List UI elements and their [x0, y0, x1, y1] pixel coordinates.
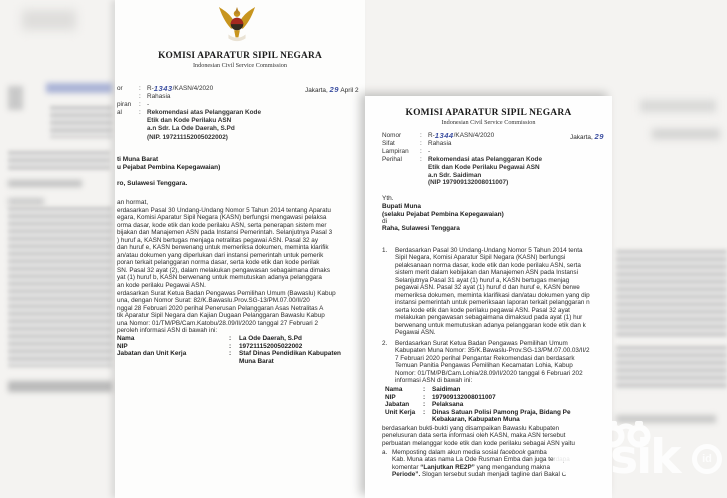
letter-meta-left — [117, 85, 261, 142]
detail-value: 197211152005022002 — [239, 342, 303, 350]
colon: : — [423, 386, 426, 393]
dateline — [305, 85, 359, 94]
meta-lampiran — [117, 101, 261, 109]
perihal-line: (NIP 197909132008011007) — [428, 179, 509, 187]
detail-label: Nama — [117, 335, 135, 342]
meta-perihal — [117, 109, 261, 117]
asn-detail-block — [385, 386, 571, 424]
addressee-line: Bupati Muna — [382, 203, 421, 210]
body-line: ) huruf a, KASN bertugas menjaga netralitas pegawai ASN. Pasal 32 ay — [117, 236, 318, 244]
lampiran-value: - — [147, 101, 150, 109]
addressee-city: Raha, Sulawesi Tenggara — [382, 225, 460, 232]
addressee-line: u Pejabat Pembina Kepegawaian) — [117, 164, 221, 171]
text: komentar — [392, 463, 421, 471]
blur-artifact — [8, 381, 112, 392]
blur-artifact — [8, 198, 44, 205]
slogan-bold: Periode”. — [392, 471, 421, 479]
detail-row-jabatan — [385, 401, 571, 409]
detail-value: Saidiman — [432, 386, 461, 393]
meta-label: Perihal — [382, 155, 402, 163]
body-line: erdasarkan Pasal 30 Undang-Undang Nomor 5 Tahun 2014 tentang Aparatu — [117, 207, 331, 214]
body-line — [392, 464, 570, 471]
colon: : — [420, 139, 422, 147]
telisik-id-watermark — [552, 420, 727, 498]
perihal-line: Etik dan Kode Perilaku Pegawai ASN — [428, 163, 540, 171]
body-line: an kode perilaku Pegawai ASN. — [117, 281, 206, 289]
body-line: informasi ASN di bawah ini: — [395, 377, 473, 385]
body-line: orma dasar, kode etik dan kode perilaku ASN, serta penerapan sistem mer — [117, 221, 327, 229]
colon: : — [423, 393, 426, 401]
meta-lampiran — [382, 148, 542, 156]
colon: : — [420, 147, 422, 155]
numbered-item-2 — [382, 340, 590, 385]
colon: : — [139, 93, 141, 101]
watermark-id-badge: id — [692, 444, 722, 474]
after-detail-paragraph — [382, 425, 575, 447]
body-paragraph-1 — [117, 207, 332, 289]
body-line: berdasarkan bukti-bukti yang disampaikan Bawaslu Kabupaten — [382, 425, 560, 432]
item-number: 2. — [382, 340, 388, 347]
blur-artifact — [22, 10, 76, 30]
meta-label — [117, 93, 139, 101]
perihal-line: Rekomendasi atas Pelanggaran Kode — [428, 155, 543, 163]
text: Memposting dalam akun media sosial — [392, 449, 500, 456]
body-line: melakukan pengawasan sebagaimana dimaksud pada ayat (1) hur — [395, 314, 583, 322]
watermark-text: elisik — [552, 430, 680, 485]
salutation: an hormat, — [117, 199, 149, 206]
body-line — [392, 471, 570, 478]
item-2-lines — [395, 340, 590, 385]
city: Jakarta, — [570, 134, 593, 141]
body-line: 7 Februari 2020 perihal Pengantar Rekomendasi dan berdasark — [395, 354, 575, 362]
body-line: penelusuran data serta informasi oleh KASN, maka ASN tersebut — [382, 432, 566, 440]
handwritten-date: 29 — [329, 85, 339, 94]
di-line: di — [382, 218, 388, 225]
body-line: Berdasarkan Pasal 30 Undang-Undang Nomor 5 Tahun 2014 tenta — [395, 247, 583, 254]
body-line: pelaksanaan norma dasar, kode etik dan kode perilaku ASN, serta — [395, 261, 581, 269]
body-line: Kab. Muna atas nama La Ode Rusman Emba dan juga terdapa — [392, 456, 570, 464]
colon: : — [139, 85, 141, 92]
perihal-line: a.n Sdr. Saidiman — [428, 171, 482, 179]
body-line: nggal 28 Februari 2020 perihal Penerusan Pelanggaran Asas Netralitas A — [117, 304, 324, 312]
date-rest: April 2 — [338, 87, 359, 94]
detail-label: NIP — [117, 342, 128, 350]
org-subtitle: Indonesian Civil Service Commission — [441, 119, 536, 126]
letter-meta-right — [382, 132, 542, 187]
handwritten-number: 1343 — [153, 84, 173, 93]
text: yang mengandung makna — [474, 463, 550, 471]
addressee-city: ro, Sulawesi Tenggara. — [117, 180, 188, 187]
yth-line: Yth. — [382, 195, 394, 202]
detail-row-nip — [117, 343, 341, 351]
body-line: perbuatan melanggar kode etik dan kode perilaku sebagai ASN yaitu — [382, 439, 575, 447]
body-line: pegawai ASN. Pasal 32 ayat (1) huruf d dan huruf e, KASN berwe — [395, 284, 580, 292]
meta-label: Sifat — [382, 139, 395, 147]
sifat-value: Rahasia — [428, 139, 452, 147]
blur-artifact — [8, 151, 110, 170]
colon: : — [229, 342, 232, 350]
body-line: SN. Pasal 32 ayat (2), dalam melakukan pengawasan sebagaimana dimaks — [117, 266, 330, 274]
detail-row-unit-kerja — [385, 409, 571, 417]
body-line: serta kode etik dan kode perilaku pegawai ASN. Pasal 32 ayat — [395, 306, 570, 314]
nomor-prefix: R- — [147, 85, 154, 92]
body-line: una, dengan Nomor Surat: 82/K.Bawaslu.Prov.SG-13/PM.07.00/II/20 — [117, 297, 310, 305]
body-line: Kabupaten Muna Nomor: 35/K.Bawaslu-Prov.SG-13/PM.07.00.03/II/2 — [395, 347, 590, 355]
text: Slogan tersebut sudah menjadi tagline dari Bakal C — [420, 471, 567, 479]
blur-artifact — [616, 346, 727, 390]
body-line: peroleh informasi ASN di bawah ini: — [117, 327, 218, 335]
perihal-continuation — [428, 164, 542, 188]
meta-perihal — [382, 156, 542, 164]
perihal-line: a.n Sdr. La Ode Daerah, S.Pd — [147, 125, 235, 133]
org-subtitle: Indonesian Civil Service Commission — [192, 62, 287, 69]
detail-value: 197909132008011007 — [432, 393, 496, 401]
meta-nomor — [117, 85, 261, 93]
document-left — [115, 0, 365, 498]
item-1-lines — [395, 247, 590, 336]
addressee-line: (selaku Pejabat Pembina Kepegawaian) — [382, 210, 504, 218]
detail-value: La Ode Daerah, S.Pd — [239, 335, 302, 342]
detail-label: NIP — [385, 393, 396, 401]
garuda-pancasila-emblem-icon — [218, 5, 256, 46]
perihal-continuation — [147, 117, 261, 141]
detail-value: Staf Dinas Pendidikan Kabupaten — [239, 350, 341, 358]
sifat-value: Rahasia — [147, 93, 171, 101]
meta-sifat — [117, 93, 261, 101]
meta-label: al — [117, 109, 122, 117]
perihal-line: Etik dan Kode Perilaku ASN — [147, 117, 232, 125]
slogan-bold: “Lanjutkan RE2P” — [420, 463, 475, 471]
blur-artifact — [8, 180, 82, 187]
detail-row-nama — [117, 335, 341, 343]
body-line: una Nomor: 01/TM/PB/Cam.Katobu/28.09/II/2020 tanggal 27 Februari 2 — [117, 319, 319, 327]
colon: : — [423, 401, 426, 408]
body-line: erdasarkan Surat Ketua Badan Pengawas Pemilihan Umum (Bawaslu) Kabup — [117, 290, 336, 297]
detail-label: Nama — [385, 386, 403, 393]
body-paragraph-2 — [117, 290, 336, 335]
meta-label: Nomor — [382, 132, 402, 139]
body-line: Pegawai ASN. — [395, 328, 436, 336]
detail-value-wrap: Muna Barat — [239, 358, 274, 366]
body-line: Sipil Negara, Komisi Aparatur Sipil Negara (KASN) berfungsi — [395, 254, 566, 262]
blur-artifact — [652, 129, 720, 139]
detail-value-wrap: Kebakaran, Kabupaten Muna — [432, 416, 520, 423]
blur-artifact — [616, 250, 727, 338]
lettered-item-a — [382, 449, 570, 479]
body-line: Selanjutnya Pasal 31 ayat (1) huruf a, KASN bertugas menjag — [395, 276, 570, 284]
body-line: egara, Komisi Aparatur Sipil Negara (KASN) berfungsi mengawasi pelaksa — [117, 214, 327, 222]
meta-label: piran — [117, 101, 132, 109]
meta-label: Lampiran — [382, 147, 409, 155]
body-line: Berdasarkan Surat Ketua Badan Pengawas Pemilihan Umum — [395, 340, 568, 347]
facebook-italic: facebook — [499, 449, 526, 456]
detail-value: Dinas Satuan Polisi Pamong Praja, Bidang Pe — [432, 408, 571, 416]
body-line: yat (1) huruf b, KASN berwenang untuk memutuskan adanya pelanggara — [117, 274, 322, 282]
body-line: bijakan dan Manajemen ASN pada Instansi Pemerintah. Selanjutnya Pasal 3 — [117, 229, 333, 237]
body-line — [392, 449, 570, 456]
dateline — [570, 132, 604, 141]
body-line: tik Aparatur Sipil Negara dan Kajian Dugaan Pelanggaran Bawaslu Kabup — [117, 312, 325, 320]
asn-detail-block — [117, 335, 341, 366]
addressee-block — [382, 203, 504, 218]
item-number: 1. — [382, 247, 388, 254]
meta-label: or — [117, 85, 123, 92]
blur-artifact — [8, 86, 23, 110]
detail-label: Unit Kerja — [385, 408, 416, 416]
handwritten-date: 29 — [594, 132, 604, 141]
meta-nomor — [382, 132, 542, 140]
nomor-prefix: R- — [428, 132, 435, 139]
colon: : — [420, 132, 422, 139]
perihal-line: (NIP. 197211152005022002) — [147, 133, 228, 141]
body-line: memeriksa dokumen, meminta klarifikasi dan/atau dokumen yang dip — [395, 291, 590, 299]
body-line: berwenang untuk memutuskan adanya pelanggaran kode etik dan k — [395, 321, 586, 329]
body-line: poran terkait pelanggaran norma dasar, serta kode etik dan kode perilak — [117, 259, 320, 267]
colon: : — [229, 350, 232, 358]
detail-label: Jabatan dan Unit Kerja — [117, 350, 187, 358]
body-line: sistem merit dalam kebijakan dan Manajemen ASN pada Instansi — [395, 269, 579, 277]
body-line: dan huruf e, KASN berwenang untuk memeriksa dokumen, meminta klarifik — [117, 244, 329, 252]
colon: : — [139, 109, 141, 117]
nomor-rest: /KASN/4/2020 — [172, 85, 214, 92]
item-letter: a. — [382, 449, 388, 456]
lampiran-value: - — [428, 147, 431, 155]
body-line: Nomor: 01/TM/PB/Cam.Lohia/28.09/II/2020 tanggal 6 Februari 202 — [395, 369, 583, 377]
text: gamba — [525, 449, 547, 456]
org-name: KOMISI APARATUR SIPIL NEGARA — [158, 51, 322, 61]
addressee-block — [117, 156, 220, 172]
detail-value: Pelaksana — [432, 401, 464, 408]
detail-row-nama — [385, 386, 571, 394]
colon: : — [229, 335, 232, 342]
body-line: instansi pemerintah untuk pemeriksaan laporan terkait pelanggaran n — [395, 299, 590, 307]
detail-row-nip — [385, 394, 571, 402]
colon: : — [423, 408, 426, 416]
body-line: an/atau dokumen yang diperlukan dari instansi pemerintah untuk pemerik — [117, 251, 324, 259]
blur-artifact — [640, 100, 716, 112]
nomor-rest: /KASN/4/2020 — [453, 132, 495, 139]
colon: : — [420, 155, 422, 163]
handwritten-number: 1344 — [434, 131, 454, 140]
body-line: Temuan Panitia Pengawas Pemilihan Kecamatan Lohia, Kabup — [395, 362, 573, 370]
colon: : — [139, 101, 141, 109]
blur-artifact — [8, 207, 112, 367]
numbered-item-1 — [382, 247, 590, 336]
perihal-line: Rekomendasi atas Pelanggaran Kode — [147, 109, 262, 117]
blur-artifact — [50, 106, 112, 138]
detail-label: Jabatan — [385, 401, 410, 408]
detail-row-jabatan — [117, 350, 341, 358]
org-name: KOMISI APARATUR SIPIL NEGARA — [405, 108, 572, 118]
blur-artifact — [46, 83, 112, 93]
addressee-line: ti Muna Barat — [117, 156, 159, 163]
meta-sifat — [382, 140, 542, 148]
city: Jakarta, — [305, 87, 328, 94]
